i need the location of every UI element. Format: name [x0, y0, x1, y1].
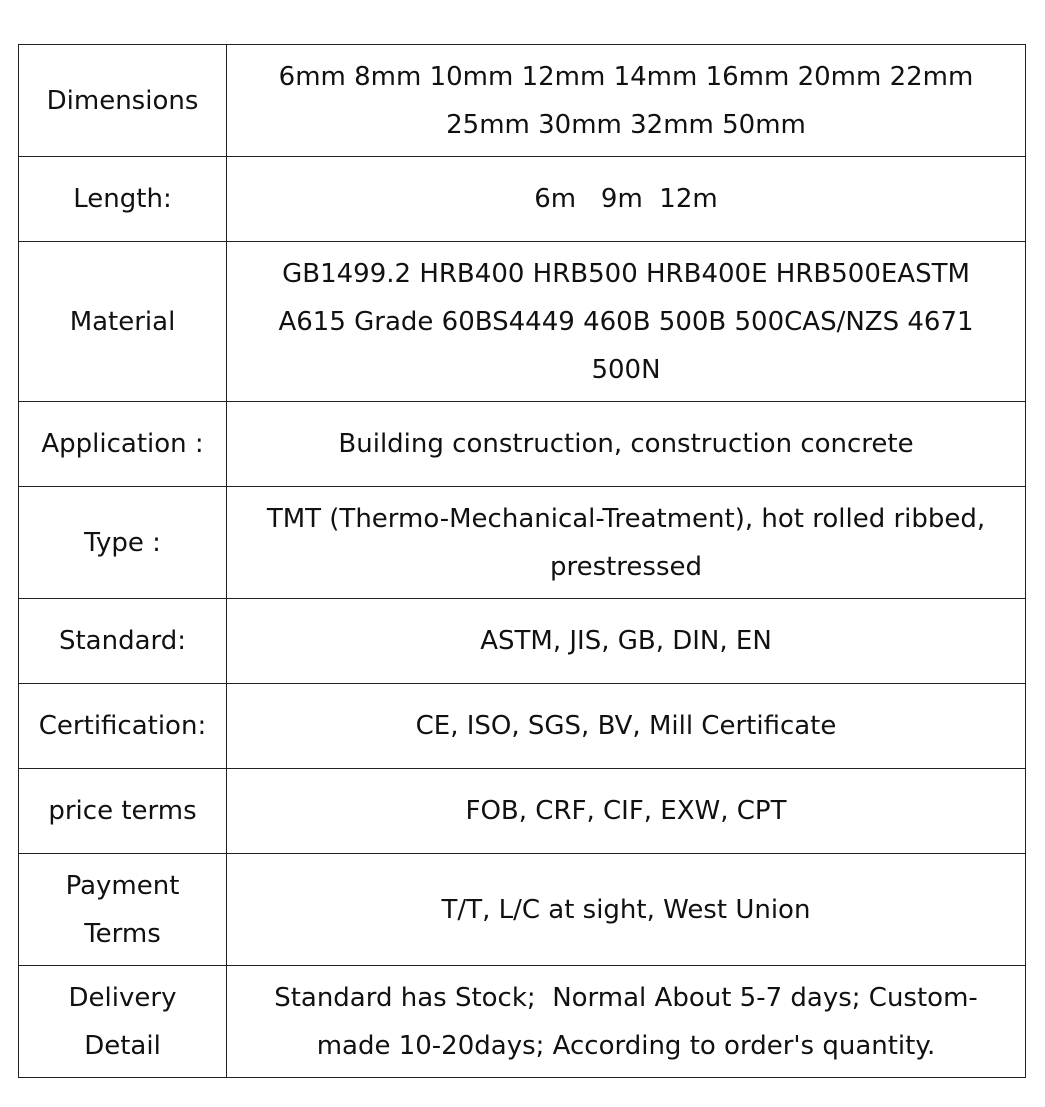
label-text: Material: [69, 306, 176, 337]
value-line: made 10-20days; According to order's quantity.: [316, 1030, 936, 1061]
row-value-length: [227, 157, 1026, 242]
row-value-delivery-detail: [227, 966, 1026, 1078]
label-text: price terms: [48, 796, 197, 826]
value-line: FOB, CRF, CIF, EXW, CPT: [465, 796, 787, 826]
label-line: Detail: [84, 1030, 161, 1061]
value-line: GB1499.2 HRB400 HRB500 HRB400E HRB500EASTM: [282, 258, 970, 289]
row-value-material: [227, 242, 1026, 402]
row-label-length: [19, 157, 227, 242]
row-label-certification: [19, 684, 227, 769]
row-label-delivery-detail: [19, 966, 227, 1078]
table-row: [19, 769, 1026, 854]
row-value-price-terms: [227, 769, 1026, 854]
label-text: Certification:: [38, 711, 207, 741]
row-value-dimensions: [227, 45, 1026, 157]
value-line: CE, ISO, SGS, BV, Mill Certificate: [415, 711, 837, 741]
value-line: 6mm 8mm 10mm 12mm 14mm 16mm 20mm 22mm: [278, 61, 974, 92]
label-line: Payment: [65, 870, 180, 901]
label-line: Terms: [84, 918, 161, 949]
row-label-payment-terms: [19, 854, 227, 966]
row-value-payment-terms: [227, 854, 1026, 966]
table-row: [19, 599, 1026, 684]
value-line: A615 Grade 60BS4449 460B 500B 500CAS/NZS 4671: [278, 306, 974, 337]
value-line: prestressed: [549, 551, 703, 582]
table-row: [19, 487, 1026, 599]
table-row: [19, 684, 1026, 769]
value-line: 500N: [591, 354, 661, 385]
row-label-price-terms: [19, 769, 227, 854]
row-value-type: [227, 487, 1026, 599]
table-row: [19, 45, 1026, 157]
label-line: Delivery: [68, 982, 177, 1013]
value-line: T/T, L/C at sight, West Union: [441, 894, 811, 925]
value-line: Building construction, construction concrete: [338, 429, 914, 459]
row-label-material: [19, 242, 227, 402]
table-row: [19, 242, 1026, 402]
table-row: [19, 402, 1026, 487]
row-label-application: [19, 402, 227, 487]
value-line: 6m 9m 12m: [534, 184, 718, 214]
row-value-application: [227, 402, 1026, 487]
row-label-dimensions: [19, 45, 227, 157]
label-text: Length:: [73, 184, 172, 214]
row-label-type: [19, 487, 227, 599]
specification-table: [18, 44, 1026, 1078]
row-label-standard: [19, 599, 227, 684]
label-text: Type :: [84, 527, 161, 558]
table-row: [19, 854, 1026, 966]
value-line: 25mm 30mm 32mm 50mm: [446, 109, 806, 140]
row-value-certification: [227, 684, 1026, 769]
table-row: [19, 966, 1026, 1078]
value-line: TMT (Thermo-Mechanical-Treatment), hot rolled ribbed,: [266, 503, 986, 534]
row-value-standard: [227, 599, 1026, 684]
label-text: Dimensions: [46, 85, 199, 116]
value-line: Standard has Stock; Normal About 5-7 days; Custom-: [274, 982, 978, 1013]
label-text: Application :: [41, 429, 204, 459]
table-row: [19, 157, 1026, 242]
value-line: ASTM, JIS, GB, DIN, EN: [480, 626, 772, 656]
label-text: Standard:: [58, 626, 187, 656]
